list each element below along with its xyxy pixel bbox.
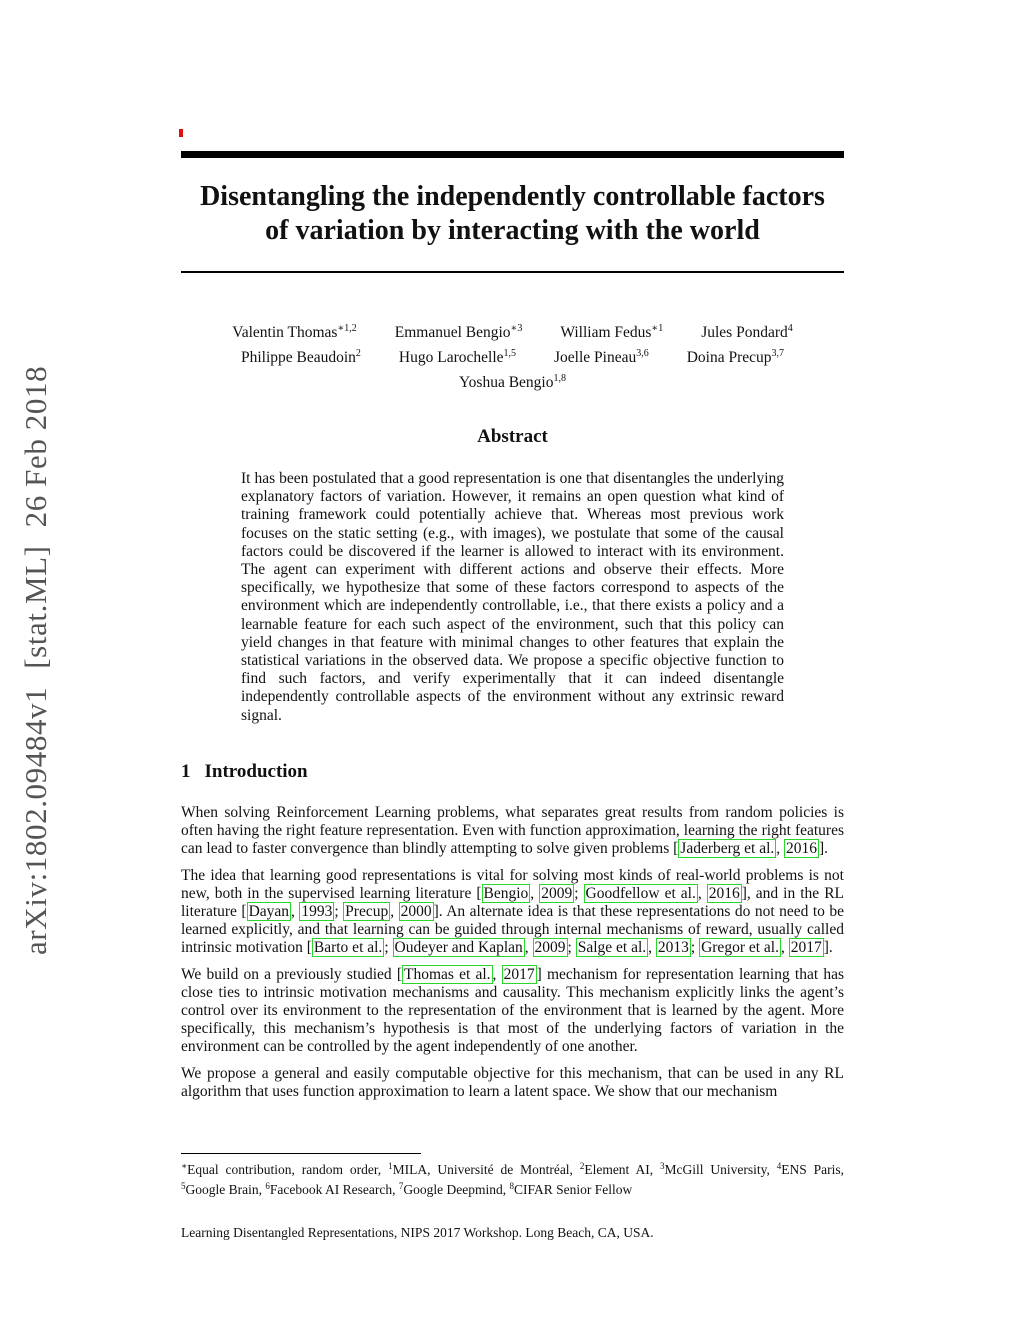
body-text bbox=[181, 804, 844, 1109]
citation-link[interactable]: 1993 bbox=[301, 903, 333, 921]
text-run: When solving Reinforcement Learning problems, what separates great results from random policies is often having the right feature representation. Even with function approximation, learning the right features can lead to faster convergence than blindly attempting to solve given problems [ bbox=[181, 804, 844, 858]
arxiv-category: [stat.ML] bbox=[18, 545, 53, 669]
author bbox=[554, 343, 649, 368]
citation-link[interactable]: 2009 bbox=[541, 884, 573, 902]
text-run: , bbox=[291, 903, 300, 921]
text-run: ]. bbox=[819, 840, 829, 858]
venue-note: Learning Disentangled Representations, NIPS 2017 Workshop. Long Beach, CA, USA. bbox=[181, 1225, 654, 1240]
paragraph-4: We propose a general and easily computable objective for this mechanism, that can be used in any RL algorithm that uses function approximation to learn a latent space. We show that our mechanism bbox=[181, 1064, 844, 1100]
text-run: , bbox=[776, 840, 785, 858]
citation-link[interactable]: Jaderberg et al. bbox=[680, 840, 775, 858]
citation-link[interactable]: 2017 bbox=[790, 939, 822, 957]
author-name: Jules Pondard bbox=[701, 324, 788, 341]
paragraph-1 bbox=[181, 804, 844, 859]
text-run: Facebook AI Research, bbox=[269, 1182, 399, 1197]
citation-link[interactable]: 2017 bbox=[503, 965, 535, 983]
text-run: ] mechanism for representation learning that has close ties to intrinsic motivation mechanisms and causality. This mechanism explicitly links the agent’s control over its environment to the representation of the environment that is learned by the agent. More specifically, this mechanism’s hypothesis is that most of the underlying factors of variation in the environment can be controlled by the agent independently of one another. bbox=[181, 965, 845, 1056]
footnote-mark: 2 bbox=[579, 1161, 585, 1171]
text-run: ; bbox=[567, 939, 576, 957]
section-title: Introduction bbox=[204, 761, 308, 782]
text-run: McGill University, bbox=[664, 1162, 777, 1177]
author-affil: 3,6 bbox=[636, 348, 649, 359]
footnote-mark: 7 bbox=[398, 1181, 404, 1191]
arxiv-date: 26 Feb 2018 bbox=[18, 365, 53, 528]
abstract-heading: Abstract bbox=[477, 426, 548, 447]
section-heading bbox=[181, 761, 308, 783]
author-name: Philippe Beaudoin bbox=[240, 349, 356, 366]
text-run: , bbox=[524, 939, 533, 957]
footnote-mark: 5 bbox=[181, 1181, 186, 1191]
author-row-1 bbox=[181, 318, 844, 343]
arxiv-id: arXiv:1802.09484v1 bbox=[18, 686, 53, 955]
footnote-rule bbox=[181, 1153, 421, 1154]
text-run: Element AI, bbox=[584, 1162, 660, 1177]
text-run: ; bbox=[334, 903, 344, 921]
citation-link[interactable]: Thomas et al. bbox=[403, 965, 491, 983]
author-name: Yoshua Bengio bbox=[459, 374, 554, 391]
text-run: ENS Paris, bbox=[781, 1162, 844, 1177]
author-name: Doina Precup bbox=[686, 349, 772, 366]
author-affil: ∗1 bbox=[651, 323, 664, 334]
title-line-2: of variation by interacting with the world bbox=[265, 215, 760, 246]
author-row-2 bbox=[181, 343, 844, 368]
author-block bbox=[181, 318, 844, 393]
text-run: , bbox=[780, 939, 789, 957]
arxiv-stamp bbox=[14, 335, 58, 955]
author bbox=[399, 343, 516, 368]
author-name: Emmanuel Bengio bbox=[394, 324, 511, 341]
abstract-text: It has been postulated that a good representation is one that disentangles the underlying explanatory factors of variation. However, it remains an open question what kind of training framework could potentially achieve that. Whereas most previous work focuses on the static setting (e.g., with images), we postulate that some of the causal factors could be discovered if the learner is allowed to interact with its environment. The agent can experiment with different actions and observe their effects. More specifically, we hypothesize that some of these factors correspond to aspects of the environment which are independently controllable, i.e., that there exists a policy and a learnable feature for each such aspect of the environment, such that this policy can yield changes in that feature with minimal changes to other features that explain the statistical variations in the observed data. We propose a specific objective function to find such factors, and verify experimentally that it can indeed disentangle independently controllable aspects of the environment without any extrinsic reward signal. bbox=[241, 470, 784, 724]
citation-link[interactable]: Gregor et al. bbox=[701, 939, 779, 957]
footnote bbox=[181, 1158, 844, 1198]
author-name: Valentin Thomas bbox=[232, 324, 338, 341]
author bbox=[232, 318, 356, 343]
text-run: Google Deepmind, bbox=[403, 1182, 510, 1197]
text-run: ; bbox=[690, 939, 700, 957]
red-marker bbox=[179, 129, 183, 137]
footnote-mark: 8 bbox=[509, 1181, 514, 1191]
citation-link[interactable]: Precup bbox=[345, 903, 389, 921]
citation-link[interactable]: 2013 bbox=[657, 939, 689, 957]
author-affil: ∗1,2 bbox=[337, 323, 357, 334]
citation-link[interactable]: Dayan bbox=[248, 903, 290, 921]
citation-link[interactable]: 2000 bbox=[400, 903, 432, 921]
citation-link[interactable]: Goodfellow et al. bbox=[585, 884, 696, 902]
author-affil: ∗3 bbox=[510, 323, 523, 334]
text-run: ]. bbox=[823, 939, 833, 957]
footnote-mark: 4 bbox=[776, 1161, 782, 1171]
text-run: , bbox=[390, 903, 399, 921]
text-run: ; bbox=[574, 884, 584, 902]
citation-link[interactable]: 2016 bbox=[786, 840, 818, 858]
paper-title bbox=[181, 180, 844, 248]
text-run: CIFAR Senior Fellow bbox=[513, 1182, 633, 1197]
footnote-mark: 1 bbox=[388, 1161, 393, 1171]
citation-link[interactable]: 2016 bbox=[708, 884, 740, 902]
title-top-rule bbox=[181, 151, 844, 158]
author bbox=[241, 343, 361, 368]
author bbox=[560, 318, 663, 343]
author bbox=[701, 318, 793, 343]
author-name: Joelle Pineau bbox=[554, 349, 637, 366]
text-run: Equal contribution, random order, bbox=[187, 1162, 389, 1177]
paragraph-2 bbox=[181, 867, 844, 958]
citation-link[interactable]: Barto et al. bbox=[313, 939, 383, 957]
text-run: , bbox=[530, 884, 540, 902]
title-bottom-rule bbox=[181, 271, 844, 273]
author bbox=[395, 318, 523, 343]
text-run: , bbox=[697, 884, 707, 902]
author-affil: 2 bbox=[355, 348, 361, 359]
author bbox=[459, 368, 566, 393]
footnote-mark: 3 bbox=[659, 1161, 665, 1171]
text-run: We build on a previously studied [ bbox=[181, 965, 402, 983]
author-affil: 4 bbox=[787, 323, 793, 334]
author-affil: 3,7 bbox=[771, 348, 785, 359]
citation-link[interactable]: Bengio bbox=[483, 884, 529, 902]
text-run: ], and in the RL literature [ bbox=[181, 884, 845, 921]
text-run: , bbox=[648, 939, 656, 957]
section-number: 1 bbox=[181, 761, 191, 782]
citation-link[interactable]: Oudeyer and Kaplan bbox=[394, 939, 523, 957]
author-name: William Fedus bbox=[560, 324, 652, 341]
author-affil: 1,5 bbox=[503, 348, 517, 359]
footnote-mark: 6 bbox=[265, 1181, 270, 1191]
author-row-3 bbox=[181, 368, 844, 393]
text-run: The idea that learning good representations is vital for solving most kinds of real-world problems is not new, both in the supervised learning literature [ bbox=[181, 866, 844, 902]
citation-link[interactable]: 2009 bbox=[534, 939, 566, 957]
text-run: , bbox=[492, 965, 502, 983]
footnote-mark: ∗ bbox=[181, 1161, 188, 1171]
author-name: Hugo Larochelle bbox=[398, 349, 504, 366]
text-run: MILA, Université de Montréal, bbox=[392, 1162, 580, 1177]
text-run: Google Brain, bbox=[185, 1182, 266, 1197]
author-affil: 1,8 bbox=[553, 373, 566, 384]
title-line-1: Disentangling the independently controllable factors bbox=[200, 181, 825, 212]
paragraph-3 bbox=[181, 966, 844, 1057]
citation-link[interactable]: Salge et al. bbox=[577, 939, 647, 957]
author bbox=[687, 343, 784, 368]
text-run: ; bbox=[384, 939, 393, 957]
text-run: ]. An alternate idea is that these representations do not need to be learned explicitly, and that learning can be guided through internal mechanisms of reward, usually called intrinsic motivation [ bbox=[181, 903, 845, 957]
